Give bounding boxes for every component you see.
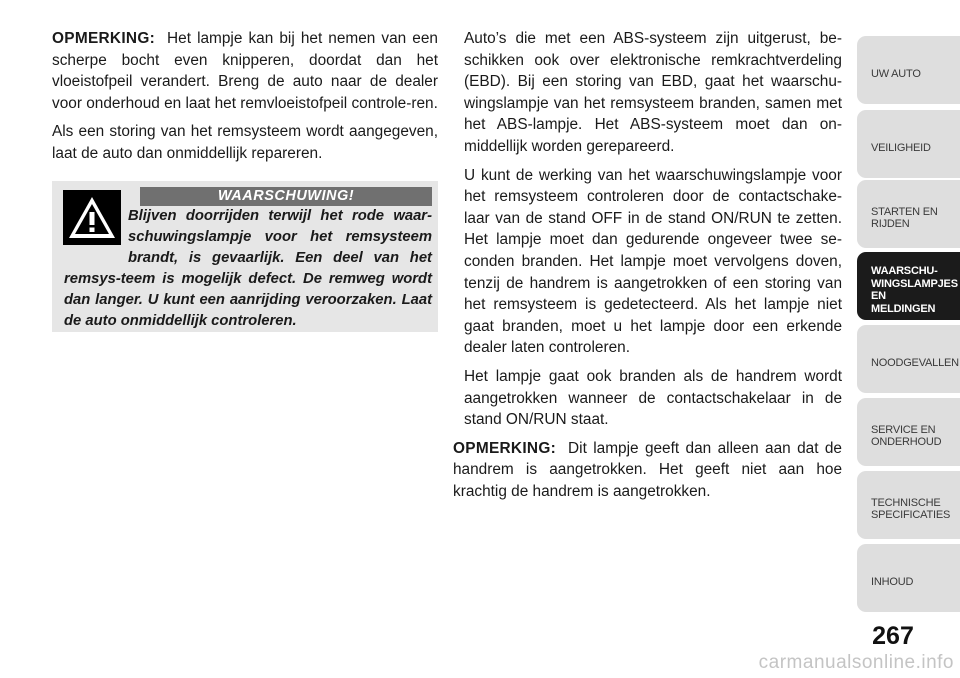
warning-triangle-icon [63,190,121,245]
note-label: OPMERKING: [52,30,156,47]
tab-uw-auto[interactable] [857,36,960,104]
tab-label: NOODGEVALLEN [871,356,959,369]
tab-noodgevallen[interactable] [857,325,960,393]
tab-veiligheid[interactable] [857,110,960,178]
note-text: Het lampje kan bij het nemen van een scherpe bocht even knipperen, doordat dan het vloeistofpeil verandert. Breng de auto naar de dealer voor onderhoud en laat het remvloeistofpeil controle-ren. [52,30,438,112]
tab-starten-en-rijden[interactable] [857,180,960,248]
abs-paragraph: Auto’s die met een ABS-systeem zijn uitgerust, be-schikken ook over elektronische remkrachtverdeling (EBD). Bij een storing van EBD, gaat het waarschu-wingslampje van het remsysteem branden, samen met het ABS-lampje. Het ABS-systeem moet dan on-middellijk worden gerepareerd. [464,30,842,155]
tab-technische-specificaties[interactable] [857,471,960,539]
tab-label: VEILIGHEID [871,141,931,154]
right-column [453,28,842,509]
note-text: Dit lampje geeft dan alleen aan dat de handrem is aangetrokken. Het geeft niet aan hoe krachtig de handrem is aangetrokken. [453,439,842,500]
warning-title: WAARSCHUWING! [140,187,432,206]
left-column [52,28,438,332]
warning-text: Blijven doorrijden terwijl het rode waar-schuwingslampje voor het remsysteem brandt, is gevaarlijk. Een deel van het remsys-teem is mogelijk defect. De remweg wordt dan langer. U kunt een aanrijding veroorzaken. Laat de auto onmiddellijk controleren. [64,207,432,329]
repair-paragraph: Als een storing van het remsysteem wordt aangegeven, laat de auto dan onmiddellijk repareren. [52,123,438,162]
tab-label: UW AUTO [871,67,921,80]
warning-box [52,181,438,332]
tab-label: STARTEN EN RIJDEN [871,205,938,230]
page-number: 267 [872,622,914,650]
watermark: carmanualsonline.info [758,652,954,673]
tab-label: WAARSCHU-WINGSLAMPJES EN MELDINGEN [871,265,958,315]
tab-label: TECHNISCHE SPECIFICATIES [871,496,951,521]
chapter-tabs [857,0,960,678]
note-label: OPMERKING: [453,439,557,457]
handbrake-paragraph: Het lampje gaat ook branden als de handrem wordt aangetrokken wanneer de contactschakelaar in de stand ON/RUN staat. [464,367,842,429]
tab-label: SERVICE EN ONDERHOUD [871,423,942,448]
tab-label: INHOUD [871,575,914,588]
tab-waarschuwingslampjes[interactable] [857,252,960,320]
note-paragraph [453,438,842,503]
tab-inhoud[interactable] [857,544,960,612]
tab-service-en-onderhoud[interactable] [857,398,960,466]
note-paragraph [52,28,438,114]
check-paragraph: U kunt de werking van het waarschuwingslampje voor het remsysteem controleren door de contactschake-laar van de stand OFF in de stand ON/RUN te zetten. Het lampje moet dan gedurende ongeveer twee se-conden branden. Het lampje moet vervolgens doven, tenzij de handrem is aangetrokken of een storing van het remsysteem is gedetecteerd. Als het lampje niet gaat branden, moet u het lampje door een erkende dealer laten controleren. [464,166,842,357]
